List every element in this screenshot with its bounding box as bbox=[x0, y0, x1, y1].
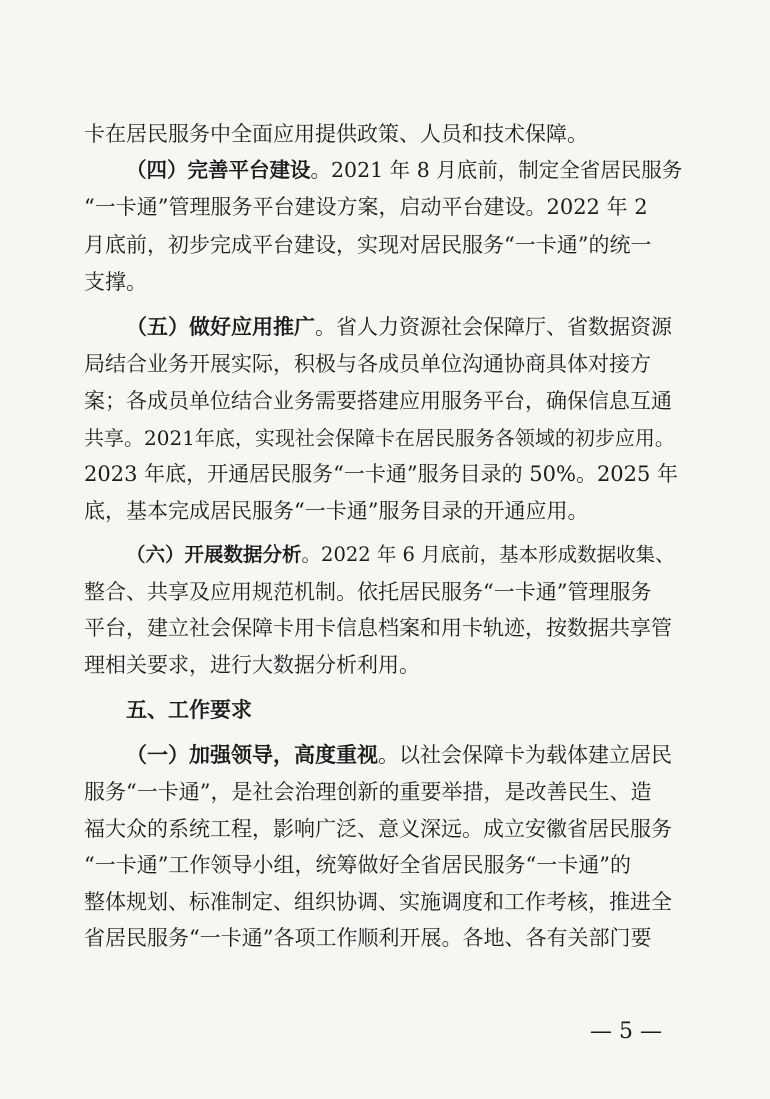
section-num-4: （四） bbox=[126, 158, 188, 182]
text-line: 共享。2021年底，实现社会保障卡在居民服务各领域的初步应用。 bbox=[84, 426, 675, 450]
text-line: 理相关要求，进行大数据分析利用。 bbox=[84, 653, 420, 677]
section-title-6: 开展数据分析 bbox=[184, 543, 302, 566]
text-line: 局结合业务开展实际，积极与各成员单位沟通协商具体对接方 bbox=[84, 352, 651, 376]
text-line: “一卡通”工作领导小组，统筹做好全省居民服务“一卡通”的 bbox=[84, 853, 631, 877]
para-4-text: 。2021 年 8 月底前，制定全省居民服务 bbox=[310, 158, 683, 182]
text-line: 省居民服务“一卡通”各项工作顺利开展。各地、各有关部门要 bbox=[84, 926, 652, 950]
paragraph-4-first-line bbox=[126, 156, 684, 184]
section-title-4: 完善平台建设 bbox=[187, 158, 311, 182]
para-6-text: 。2022 年 6 月底前，基本形成数据收集、 bbox=[301, 543, 675, 566]
text-line: 服务“一卡通”，是社会治理创新的重要举措，是改善民生、造 bbox=[84, 780, 652, 804]
subsection-1-first-line bbox=[126, 741, 684, 769]
text-line: 福大众的系统工程，影响广泛、意义深远。成立安徽省居民服务 bbox=[84, 817, 672, 841]
text-line: 月底前，初步完成平台建设，实现对居民服务“一卡通”的统一 bbox=[84, 233, 652, 257]
subsection-1-text: 。以社会保障卡为载体建立居民 bbox=[378, 743, 672, 767]
text-line: 2023 年底，开通居民服务“一卡通”服务目录的 50%。2025 年 bbox=[84, 462, 679, 486]
section-title-5: 做好应用推广 bbox=[189, 315, 315, 339]
section-heading: 五、工作要求 bbox=[126, 698, 252, 722]
text-line: 整合、共享及应用规范机制。依托居民服务“一卡通”管理服务 bbox=[84, 580, 652, 604]
text-line: 支撑。 bbox=[84, 270, 147, 294]
text-line: 底，基本完成居民服务“一卡通”服务目录的开通应用。 bbox=[84, 499, 589, 523]
text-line: 案；各成员单位结合业务需要搭建应用服务平台，确保信息互通 bbox=[84, 389, 672, 413]
paragraph-6-first-line bbox=[126, 541, 684, 569]
section-num-5: （五） bbox=[126, 315, 189, 339]
subsection-title-1: 加强领导，高度重视 bbox=[189, 743, 378, 767]
text-line: 平台，建立社会保障卡用卡信息档案和用卡轨迹，按数据共享管 bbox=[84, 616, 672, 640]
text-line: 卡在居民服务中全面应用提供政策、人员和技术保障。 bbox=[84, 122, 588, 146]
text-line: “一卡通”管理服务平台建设方案，启动平台建设。2022 年 2 bbox=[84, 195, 648, 219]
text-line: 整体规划、标准制定、组织协调、实施调度和工作考核，推进全 bbox=[84, 890, 672, 914]
page-number: — 5 — bbox=[590, 1019, 662, 1044]
subsection-num-1: （一） bbox=[126, 743, 189, 767]
paragraph-5-first-line bbox=[126, 313, 684, 341]
section-num-6: （六） bbox=[126, 543, 185, 566]
para-5-text: 。省人力资源社会保障厅、省数据资源 bbox=[315, 315, 672, 339]
